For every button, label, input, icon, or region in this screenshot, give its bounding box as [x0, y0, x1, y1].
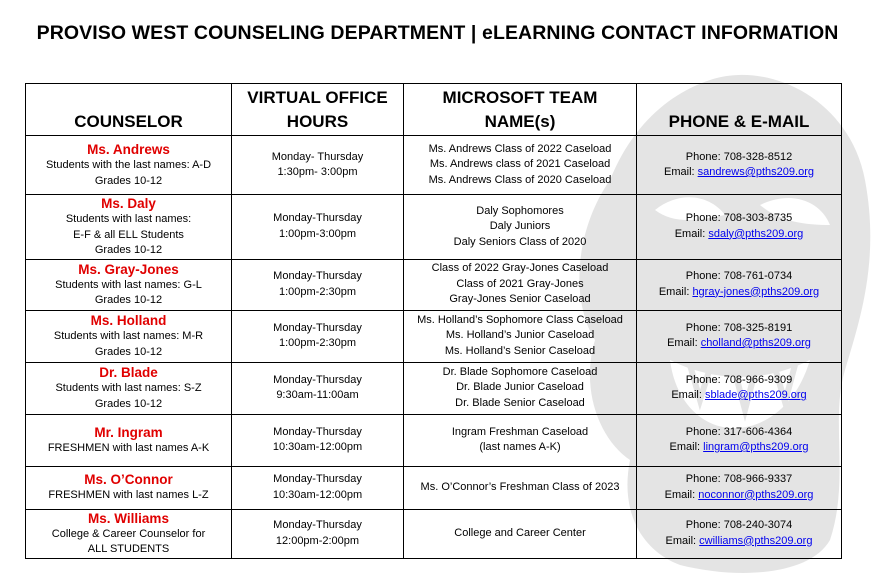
- counselor-description: Grades 10-12: [94, 345, 163, 358]
- team-names-cell: [404, 466, 637, 509]
- table-row: [26, 259, 842, 310]
- contact-cell: [637, 259, 842, 310]
- team-names-cell: [404, 259, 637, 310]
- counselor-name: Ms. Williams: [88, 510, 169, 526]
- email-label: Email:: [671, 389, 705, 401]
- email-link[interactable]: sblade@pths209.org: [704, 389, 807, 401]
- header-counselor: COUNSELOR: [26, 84, 232, 136]
- table-row: [26, 362, 842, 414]
- counselor-description: E-F & all ELL Students: [73, 228, 184, 241]
- email-label: Email:: [674, 227, 709, 240]
- counselor-description: Grades 10-12: [94, 294, 163, 306]
- counselor-name: Ms. Andrews: [87, 142, 170, 157]
- phone-number: Phone: 317-606-4364: [685, 425, 793, 438]
- team-name: Daly Seniors Class of 2020: [453, 235, 587, 248]
- counselor-description: FRESHMEN with last names L-Z: [48, 489, 209, 502]
- contact-cell: [637, 414, 842, 466]
- counselor-name: Ms. O’Connor: [84, 472, 173, 488]
- office-hours-line: 12:00pm-2:00pm: [275, 534, 360, 547]
- table-row: [26, 195, 842, 260]
- email-line: [640, 534, 838, 550]
- team-name: Dr. Blade Junior Caseload: [456, 381, 584, 394]
- office-hours-cell: [232, 195, 404, 260]
- phone-number: Phone: 708-966-9309: [685, 373, 793, 386]
- office-hours-line: 1:00pm-3:00pm: [278, 227, 357, 240]
- email-line: [640, 227, 838, 243]
- office-hours-cell: [232, 310, 404, 362]
- email-line: [640, 488, 838, 504]
- team-names-cell: [404, 136, 637, 195]
- contact-cell: [637, 195, 842, 260]
- office-hours-cell: [232, 259, 404, 310]
- counselor-name: Ms. Daly: [101, 196, 156, 211]
- office-hours-line: Monday-Thursday: [273, 321, 362, 334]
- email-link[interactable]: hgray-jones@pths209.org: [692, 285, 820, 298]
- email-link[interactable]: cwilliams@pths209.org: [699, 534, 813, 547]
- email-line: [640, 336, 838, 352]
- office-hours-line: 1:00pm-2:30pm: [278, 285, 357, 298]
- email-line: [640, 165, 838, 181]
- team-names-cell: [404, 509, 637, 558]
- team-names-cell: [404, 362, 637, 414]
- table-row: [26, 136, 842, 195]
- office-hours-line: Monday-Thursday: [273, 373, 362, 386]
- counselor-name: Mr. Ingram: [94, 424, 163, 440]
- counselor-cell: [26, 362, 232, 414]
- team-name: Ms. Holland’s Senior Caseload: [444, 344, 596, 357]
- team-name: Class of 2021 Gray-Jones: [456, 277, 584, 290]
- team-name: Gray-Jones Senior Caseload: [449, 293, 591, 306]
- table-row: [26, 466, 842, 509]
- counselor-description: Grades 10-12: [94, 397, 163, 410]
- office-hours-line: 9:30am-11:00am: [276, 389, 359, 401]
- phone-number: Phone: 708-761-0734: [685, 270, 793, 282]
- email-line: [640, 388, 838, 404]
- contact-cell: [637, 136, 842, 195]
- table-row: [26, 310, 842, 362]
- counselor-description: Grades 10-12: [94, 244, 163, 256]
- email-link[interactable]: lingram@pths209.org: [703, 441, 809, 453]
- counselor-cell: [26, 414, 232, 466]
- counselor-description: Students with last names: S-Z: [55, 382, 202, 394]
- table-header-row: [26, 84, 842, 136]
- team-names-cell: [404, 310, 637, 362]
- header-contact: PHONE & E-MAIL: [637, 84, 842, 136]
- contact-cell: [637, 310, 842, 362]
- table-row: [26, 509, 842, 558]
- office-hours-cell: [232, 136, 404, 195]
- office-hours-line: Monday- Thursday: [271, 150, 364, 163]
- email-link[interactable]: sdaly@pths209.org: [708, 227, 804, 240]
- counselor-description: Students with the last names: A-D: [45, 159, 212, 171]
- email-label: Email:: [664, 488, 699, 501]
- office-hours-line: Monday-Thursday: [273, 212, 362, 225]
- phone-number: Phone: 708-303-8735: [685, 212, 793, 225]
- team-name: (last names A-K): [479, 441, 561, 453]
- office-hours-cell: [232, 466, 404, 509]
- counselor-description: FRESHMEN with last names A-K: [47, 441, 210, 454]
- counselor-cell: [26, 310, 232, 362]
- team-name: Ingram Freshman Caseload: [451, 425, 589, 438]
- phone-number: Phone: 708-966-9337: [685, 473, 793, 485]
- office-hours-cell: [232, 362, 404, 414]
- team-name: Daly Juniors: [489, 220, 551, 232]
- counselor-cell: [26, 259, 232, 310]
- office-hours-line: Monday-Thursday: [273, 270, 362, 282]
- office-hours-cell: [232, 414, 404, 466]
- team-names-cell: [404, 195, 637, 260]
- team-name: Dr. Blade Sophomore Caseload: [442, 365, 598, 378]
- counselor-description: Students with last names: M-R: [53, 330, 204, 342]
- team-name: Ms. Andrews Class of 2020 Caseload: [428, 173, 612, 186]
- counselor-name: Ms. Gray-Jones: [78, 261, 179, 277]
- email-label: Email:: [664, 166, 698, 178]
- office-hours-line: 1:00pm-2:30pm: [278, 337, 357, 349]
- email-link[interactable]: noconnor@pths209.org: [698, 488, 814, 501]
- contact-table: [25, 83, 842, 559]
- team-name: Class of 2022 Gray-Jones Caseload: [431, 262, 609, 275]
- contact-cell: [637, 362, 842, 414]
- table-row: [26, 414, 842, 466]
- office-hours-line: 10:30am-12:00pm: [272, 488, 363, 501]
- counselor-cell: [26, 195, 232, 260]
- counselor-cell: [26, 136, 232, 195]
- office-hours-line: Monday-Thursday: [273, 425, 362, 438]
- header-office-hours: VIRTUAL OFFICE HOURS: [232, 84, 404, 136]
- team-name: Ms. O’Connor’s Freshman Class of 2023: [420, 480, 620, 493]
- phone-number: Phone: 708-328-8512: [685, 150, 793, 163]
- email-label: Email:: [665, 534, 700, 547]
- team-name: College and Career Center: [454, 526, 586, 539]
- team-names-cell: [404, 414, 637, 466]
- office-hours-line: Monday-Thursday: [273, 473, 362, 485]
- email-link[interactable]: sandrews@pths209.org: [697, 166, 814, 178]
- email-label: Email:: [669, 441, 704, 453]
- counselor-description: ALL STUDENTS: [87, 543, 170, 555]
- counselor-description: Students with last names:: [65, 213, 192, 225]
- team-name: Dr. Blade Senior Caseload: [455, 396, 585, 409]
- counselor-name: Dr. Blade: [99, 365, 158, 380]
- phone-number: Phone: 708-325-8191: [685, 321, 793, 334]
- email-label: Email:: [658, 285, 693, 298]
- page-title: PROVISO WEST COUNSELING DEPARTMENT | eLEARNING CONTACT INFORMATION: [36, 22, 839, 44]
- email-link[interactable]: cholland@pths209.org: [700, 337, 811, 349]
- counselor-description: Grades 10-12: [94, 174, 163, 187]
- counselor-name: Ms. Holland: [90, 313, 167, 328]
- phone-number: Phone: 708-240-3074: [685, 519, 793, 531]
- office-hours-line: 1:30pm- 3:00pm: [277, 166, 358, 178]
- counselor-cell: [26, 509, 232, 558]
- team-name: Ms. Holland’s Sophomore Class Caseload: [417, 313, 623, 326]
- contact-cell: [637, 509, 842, 558]
- header-team-name: MICROSOFT TEAM NAME(s): [404, 84, 637, 136]
- counselor-cell: [26, 466, 232, 509]
- email-label: Email:: [667, 337, 701, 349]
- team-name: Ms. Andrews Class of 2022 Caseload: [428, 142, 612, 155]
- team-name: Daly Sophomores: [476, 204, 564, 217]
- email-line: [640, 440, 838, 456]
- team-name: Ms. Holland’s Junior Caseload: [445, 329, 595, 342]
- office-hours-line: 10:30am-12:00pm: [272, 441, 363, 453]
- office-hours-line: Monday-Thursday: [273, 519, 362, 531]
- contact-cell: [637, 466, 842, 509]
- counselor-description: College & Career Counselor for: [51, 527, 206, 540]
- counselor-description: Students with last names: G-L: [55, 278, 202, 291]
- email-line: [640, 285, 838, 301]
- team-name: Ms. Andrews class of 2021 Caseload: [429, 158, 611, 171]
- office-hours-cell: [232, 509, 404, 558]
